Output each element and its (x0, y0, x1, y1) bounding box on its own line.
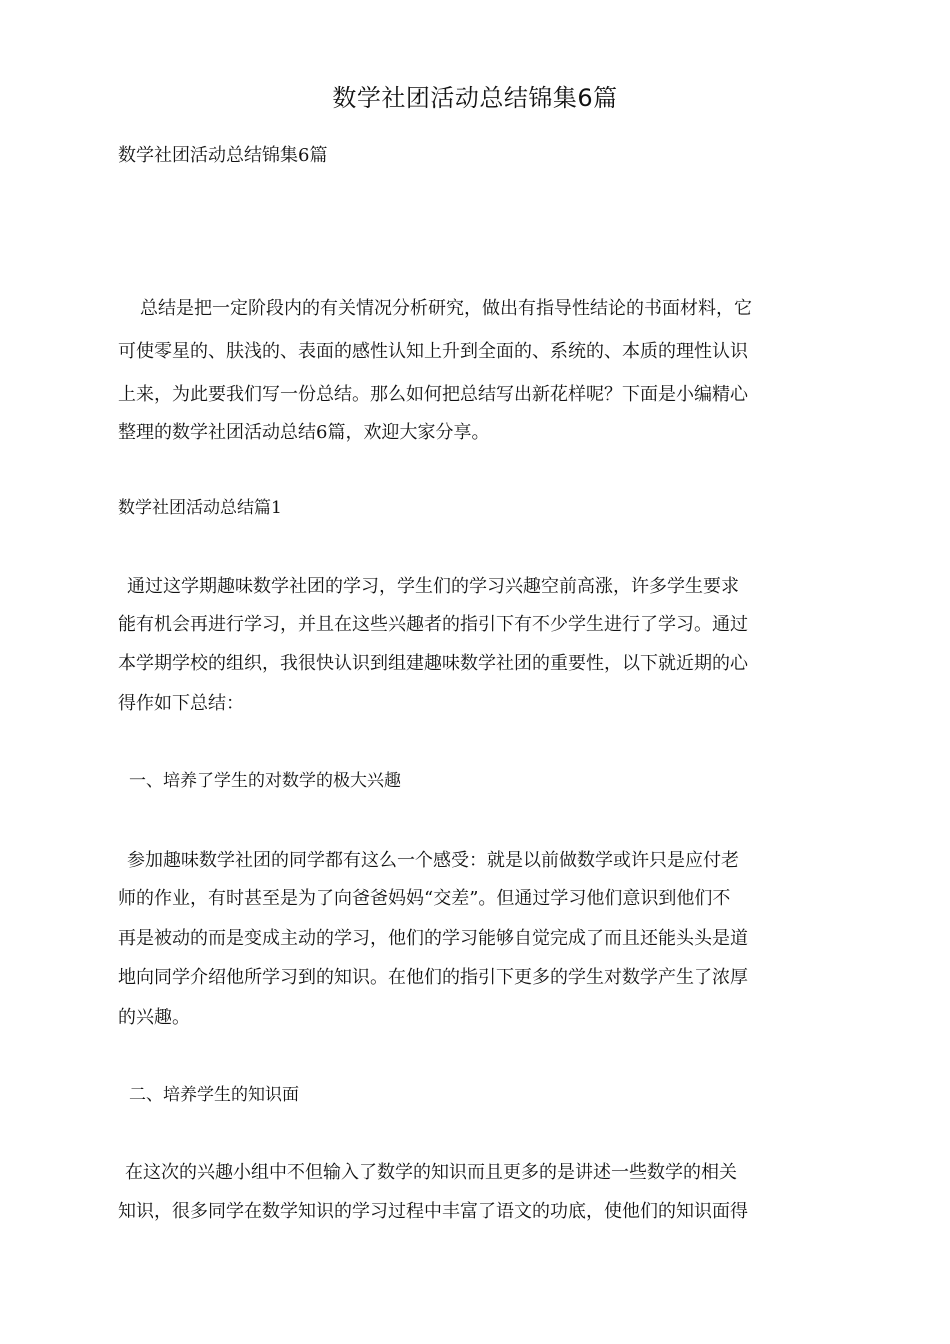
point2-line-1: 在这次的兴趣小组中不但输入了数学的知识而且更多的是讲述一些数学的相关 (125, 1162, 737, 1183)
point1-heading: 一、培养了学生的对数学的极大兴趣 (129, 771, 401, 791)
document-subtitle: 数学社团活动总结锦集6篇 (118, 145, 328, 166)
point2-line-2: 知识，很多同学在数学知识的学习过程中丰富了语文的功底，使他们的知识面得 (118, 1201, 748, 1222)
section1-line-4: 得作如下总结： (118, 693, 244, 714)
point1-line-2: 师的作业，有时甚至是为了向爸爸妈妈“交差”。但通过学习他们意识到他们不 (118, 888, 731, 909)
point1-line-5: 的兴趣。 (118, 1007, 190, 1028)
intro-line-1: 总结是把一定阶段内的有关情况分析研究，做出有指导性结论的书面材料，它 (140, 298, 752, 319)
intro-line-4: 整理的数学社团活动总结6篇，欢迎大家分享。 (118, 422, 490, 443)
section1-line-1: 通过这学期趣味数学社团的学习，学生们的学习兴趣空前高涨，许多学生要求 (127, 576, 739, 597)
section1-heading: 数学社团活动总结篇1 (118, 498, 282, 518)
section1-line-3: 本学期学校的组织，我很快认识到组建趣味数学社团的重要性，以下就近期的心 (118, 653, 748, 674)
section1-line-2: 能有机会再进行学习，并且在这些兴趣者的指引下有不少学生进行了学习。通过 (118, 614, 748, 635)
document-title: 数学社团活动总结锦集6篇 (332, 84, 618, 112)
point1-line-3: 再是被动的而是变成主动的学习，他们的学习能够自觉完成了而且还能头头是道 (118, 928, 748, 949)
intro-line-3: 上来，为此要我们写一份总结。那么如何把总结写出新花样呢？下面是小编精心 (118, 384, 748, 405)
point2-heading: 二、培养学生的知识面 (129, 1085, 299, 1105)
point1-line-4: 地向同学介绍他所学习到的知识。在他们的指引下更多的学生对数学产生了浓厚 (118, 967, 748, 988)
point1-line-1: 参加趣味数学社团的同学都有这么一个感受：就是以前做数学或许只是应付老 (127, 850, 739, 871)
intro-line-2: 可使零星的、肤浅的、表面的感性认知上升到全面的、系统的、本质的理性认识 (118, 341, 748, 362)
